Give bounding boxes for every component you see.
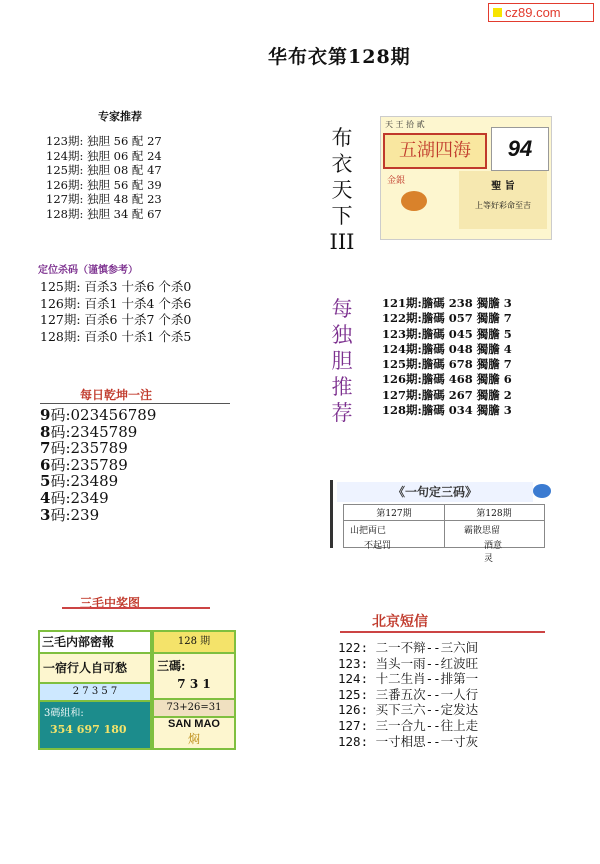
sanmao-brand-box — [154, 718, 234, 748]
dish-icon — [401, 191, 427, 211]
list-item: 123期:膽碼 045 獨膽 5 — [382, 326, 512, 341]
qiankun-list — [40, 407, 156, 523]
list-item: 124: 十二生肖--排第一 — [338, 671, 479, 687]
list-item: 128期: 独胆 34 配 67 — [46, 206, 162, 221]
sanmao-code: 7 3 1 — [177, 677, 211, 691]
list-item: 127期: 独胆 48 配 23 — [46, 192, 162, 207]
sanmao-sum: 73+26=31 — [154, 700, 234, 716]
qiankun-title: 每日乾坤一注 — [80, 388, 153, 402]
list-item: 4码:2349 — [40, 488, 109, 507]
list-item: 125期: 独胆 08 配 47 — [46, 163, 162, 178]
buyi-top-small: 天 王 拾 貳 — [385, 120, 425, 129]
sanmao-image — [38, 630, 236, 750]
yiju-panel — [330, 480, 553, 564]
buyi-sub3: 上等好彩命至吉 — [475, 201, 531, 210]
list-item: 8码:2345789 — [40, 422, 138, 441]
yiju-col-128: 第128期 霸散思留 酒意灵 — [444, 505, 544, 547]
buyi-decree — [459, 171, 547, 229]
sanmao-combo-box — [40, 702, 150, 748]
sanmao-foot: 焖 — [187, 732, 200, 746]
list-item: 3码:239 — [40, 505, 100, 524]
sanmao-issue-box: 128 期 — [154, 632, 234, 652]
beijing-underline — [340, 631, 545, 633]
buyi-vertical-title: 布 衣 天 下 III — [329, 126, 355, 254]
list-item: 128期:膽碼 034 獨膽 3 — [382, 403, 512, 418]
list-item: 125期: 百杀3 十杀6 个杀0 — [40, 279, 192, 294]
list-item: 123期: 独胆 56 配 27 — [46, 134, 162, 148]
list-item: 126期:膽碼 468 獨膽 6 — [382, 372, 512, 387]
list-item: 9码:023456789 — [40, 406, 157, 424]
list-item: 128: 一寸相思--一寸灰 — [338, 733, 479, 749]
beijing-list — [338, 640, 478, 749]
sanmao-verse: 一宿行人自可愁 — [40, 654, 150, 682]
yiju-col-127: 第127期 山把両已 不起罚 — [344, 505, 445, 547]
qiankun-divider — [40, 403, 230, 404]
watermark-text: cz89.com — [505, 5, 561, 20]
dingwei-list — [40, 279, 191, 345]
list-item: 123: 当头一雨--红波旺 — [338, 655, 479, 671]
list-item: 126期: 独胆 56 配 39 — [46, 177, 162, 192]
buyi-image — [380, 116, 552, 240]
list-item: 121期:膽碼 238 獨膽 3 — [382, 296, 512, 310]
list-item: 127期:膽碼 267 獨膽 2 — [382, 387, 512, 402]
sanmao-code-box — [154, 654, 234, 698]
sanmao-combo: 354 697 180 — [50, 723, 127, 736]
buyi-sub1: 金銀 — [387, 176, 406, 186]
buyi-code: 94 — [491, 127, 549, 171]
sanmao-header: 三毛内部密報 — [40, 632, 150, 652]
site-watermark — [488, 3, 594, 22]
list-item: 126期: 百杀1 十杀4 个杀6 — [40, 295, 192, 311]
expert-list — [46, 134, 162, 222]
watermark-square-icon — [493, 8, 502, 17]
globe-icon — [533, 484, 551, 498]
dudan-vertical-title: 每 独 胆 推 荐 — [331, 297, 353, 422]
list-item: 5码:23489 — [40, 472, 119, 491]
list-item: 7码:235789 — [40, 439, 128, 458]
list-item: 127: 三一合九--往上走 — [338, 717, 479, 733]
list-item: 128期: 百杀0 十杀1 个杀5 — [40, 328, 192, 344]
list-item: 125期:膽碼 678 獨膽 7 — [382, 357, 512, 372]
list-item: 122: 二一不辩--三六间 — [338, 640, 479, 655]
sanmao-brand: SAN MAO — [168, 718, 220, 730]
list-item: 6码:235789 — [40, 455, 128, 474]
yiju-table — [343, 504, 545, 564]
dingwei-title: 定位杀码（谨慎参考） — [38, 265, 138, 276]
list-item: 124期: 独胆 06 配 24 — [46, 148, 162, 163]
buyi-banner: 五湖四海 — [383, 133, 487, 169]
sanmao-title: 三毛中奖图 — [80, 596, 141, 610]
sanmao-code-label: 三碼: — [157, 659, 186, 673]
beijing-title: 北京短信 — [372, 614, 428, 630]
list-item: 124期:膽碼 048 獨膽 4 — [382, 341, 512, 356]
list-item: 122期:膽碼 057 獨膽 7 — [382, 311, 512, 326]
sanmao-underline — [62, 607, 210, 609]
buyi-sub2: 聖 旨 — [491, 181, 515, 192]
expert-title: 专家推荐 — [98, 110, 142, 123]
dudan-list — [382, 296, 512, 418]
page-title: 华布衣第128期 — [268, 46, 411, 68]
list-item: 127期: 百杀6 十杀7 个杀0 — [40, 312, 192, 327]
list-item: 126: 买下三六--定发达 — [338, 702, 479, 718]
sanmao-combo-label: 3碼組和: — [44, 708, 84, 719]
yiju-title: 《一句定三码》 — [337, 482, 533, 502]
sanmao-digits: 2 7 3 5 7 — [40, 684, 150, 700]
list-item: 125: 三番五次--一人行 — [338, 686, 479, 702]
